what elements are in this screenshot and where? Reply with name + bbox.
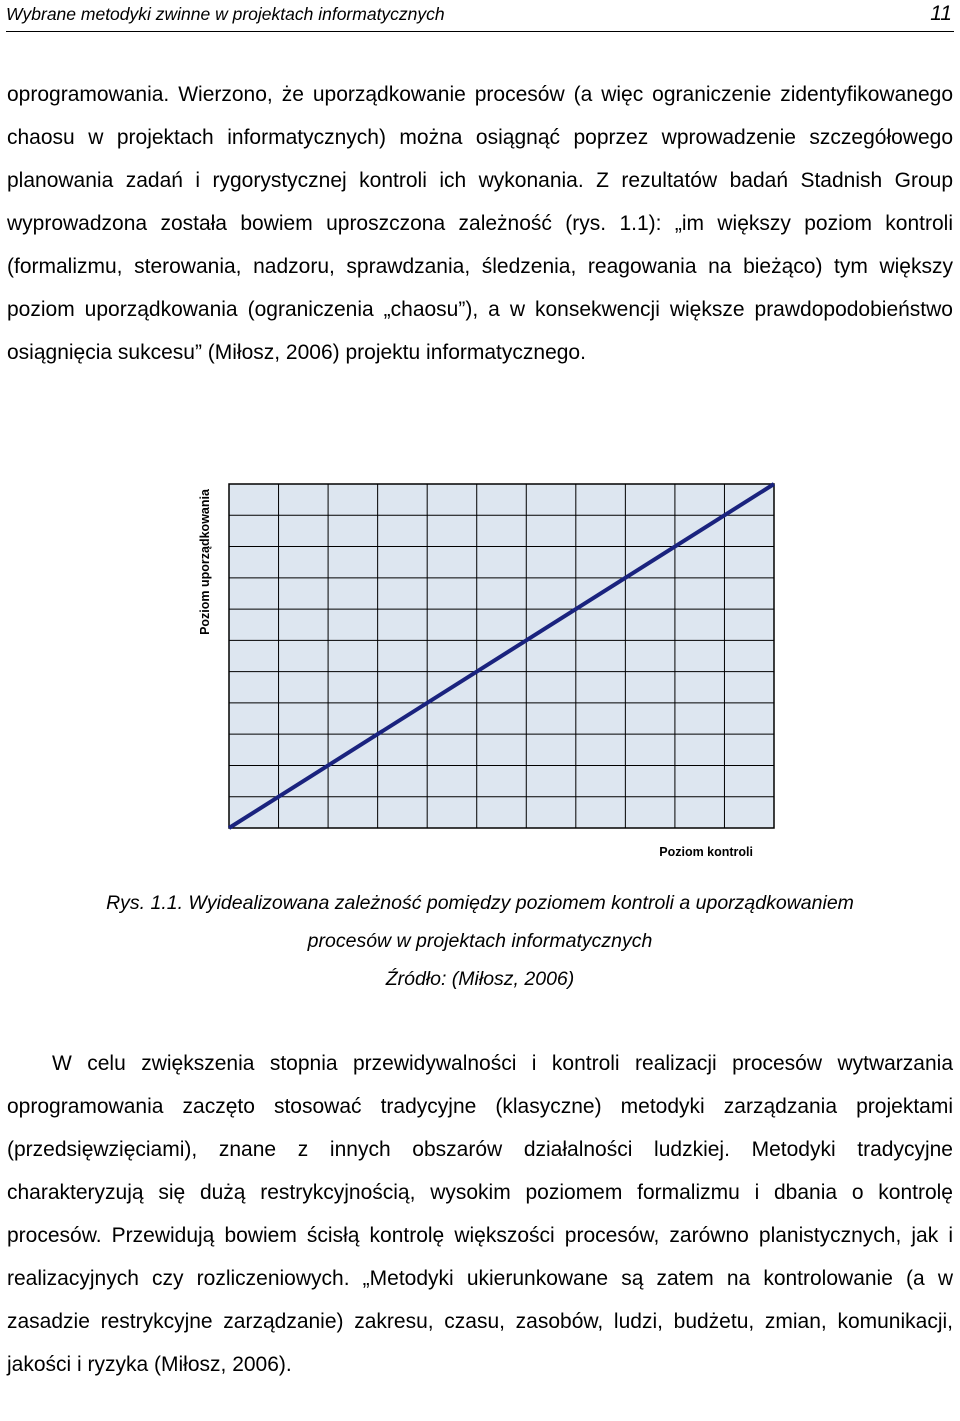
y-axis-label: Poziom uporządkowania <box>198 489 212 635</box>
header-title: Wybrane metodyki zwinne w projektach informatycznych <box>6 4 445 24</box>
figure-caption-continued: procesów w projektach informatycznych <box>307 930 653 952</box>
paragraph-1: oprogramowania. Wierzono, że uporządkowanie procesów (a więc ograniczenie zidentyfikowanego chaosu w projektach informatycznych) można osiągnąć poprzez wprowadzenie szczegółowego planowania zadań i rygorystycznej kontroli ich wykonania. Z rezultatów badań Stadnish Group wyprowadzona została bowiem uproszczona zależność (rys. 1.1): „im większy poziom kontroli (formalizmu, sterowania, nadzoru, sprawdzania, śledzenia, reagowania na bieżąco) tym większy poziom uporządkowania (ograniczenia „chaosu”), a w konsekwencji większe prawdopodobieństwo osiągnięcia sukcesu” (Miłosz, 2006) projektu informatycznego. <box>7 83 953 364</box>
figure-source: Źródło: (Miłosz, 2006) <box>385 968 575 990</box>
figure-chart <box>180 470 790 870</box>
page-number: 11 <box>930 2 952 25</box>
figure-caption: Rys. 1.1. Wyidealizowana zależność pomiędzy poziomem kontroli a uporządkowaniem <box>106 892 854 914</box>
paragraph-2: W celu zwiększenia stopnia przewidywalności i kontroli realizacji procesów wytwarzania oprogramowania zaczęto stosować tradycyjne (klasyczne) metodyki zarządzania projektami (przedsięwzięciami), znane z innych obszarów działalności ludzkiej. Metodyki tradycyjne charakteryzują się dużą restrykcyjnością, wysokim poziomem formalizmu i dbania o kontrolę procesów. Przewidują bowiem ścisłą kontrolę większości procesów, zarówno planistycznych, jak i realizacyjnych czy rozliczeniowych. „Metodyki ukierunkowane są zatem na kontrolowanie (a w zasadzie restrykcyjne zarządzanie) zakresu, czasu, zasobów, ludzi, budżetu, zmian, komunikacji, jakości i ryzyka (Miłosz, 2006). <box>7 1052 953 1376</box>
x-axis-label: Poziom kontroli <box>659 845 753 859</box>
page-header <box>6 0 954 32</box>
